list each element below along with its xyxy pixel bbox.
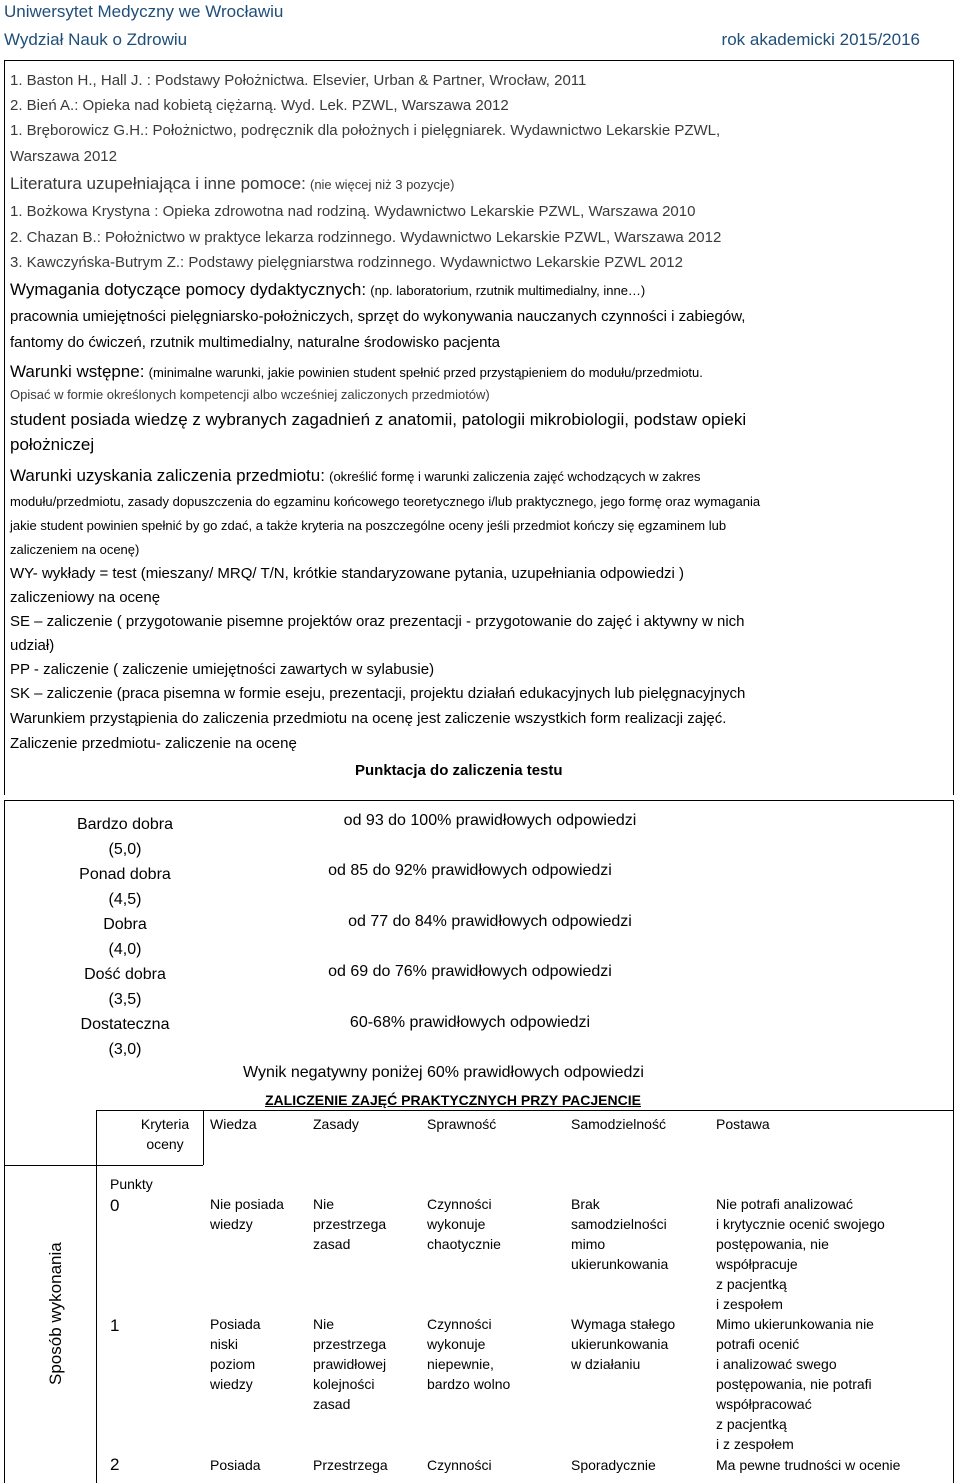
row-points: 1 <box>110 1316 120 1335</box>
grade-name: Dostateczna <box>80 1016 170 1033</box>
teaching-aids-note: (np. laboratorium, rzutnik multimedialny, inne…) <box>370 283 646 298</box>
criteria-label: Kryteria oceny <box>140 1116 190 1152</box>
row-cell-zasady: Nie przestrzega prawidłowej kolejności zasad <box>313 1316 387 1412</box>
row-cell-postawa: Mimo ukierunkowania nie potrafi ocenić i analizować swego postępowania, nie potrafi współpracować z pacjentką i z zespołem <box>716 1316 874 1452</box>
row-cell-wiedza: Posiada niski poziom wiedzy <box>210 1316 261 1392</box>
row-cell-sprawnosc: Czynności wykonuje niepewnie, bardzo wolno <box>427 1316 511 1392</box>
row-cell-sprawnosc: Czynności wykonuje chaotycznie <box>427 1196 501 1252</box>
criteria-divider <box>203 1110 204 1165</box>
grade-value: (4,0) <box>108 941 142 958</box>
column-header-zasady: Zasady <box>313 1116 359 1132</box>
grade-range: od 85 do 92% prawidłowych odpowiedzi <box>328 862 612 879</box>
prerequisites-line: student posiada wiedzę z wybranych zagadnień z anatomii, patologii mikrobiologii, podstaw opieki <box>10 410 747 429</box>
prerequisites-line: położniczej <box>10 435 95 454</box>
practical-title: ZALICZENIE ZAJĘĆ PRAKTYCZNYCH PRZY PACJENCIE <box>265 1092 641 1108</box>
literature-item: Warszawa 2012 <box>10 148 117 165</box>
teaching-aids-heading-row <box>10 280 645 300</box>
prerequisites-heading: Warunki wstępne: <box>10 362 145 381</box>
row-cell-samodzielnosc: Brak samodzielności mimo ukierunkowania <box>571 1196 669 1272</box>
university-name: Uniwersytet Medyczny we Wrocławiu <box>4 2 284 21</box>
row-cell-samodzielnosc: Wymaga stałego ukierunkowania w działaniu <box>571 1316 676 1372</box>
literature-item: 1. Bręborowicz G.H.: Położnictwo, podręcznik dla położnych i pielęgniarek. Wydawnictwo Lekarskie PZWL, <box>10 122 721 139</box>
completion-note-line: modułu/przedmiotu, zasady dopuszczenia do egzaminu końcowego teoretycznego i/lub praktycznego, jego formę oraz wymagania <box>10 494 761 509</box>
grade-value: (5,0) <box>108 841 142 858</box>
completion-line: zaliczeniowy na ocenę <box>10 589 161 606</box>
supplementary-note: (nie więcej niż 3 pozycje) <box>309 177 455 192</box>
completion-line: SE – zaliczenie ( przygotowanie pisemne projektów oraz prezentacji - przygotowanie do zajęć i aktywny w nich <box>10 613 745 630</box>
row-points: 2 <box>110 1455 120 1474</box>
completion-line: udział) <box>10 637 55 654</box>
points-label: Punkty <box>110 1176 153 1192</box>
grade-name: Dość dobra <box>84 966 166 983</box>
row-points: 0 <box>110 1196 120 1215</box>
column-header-wiedza: Wiedza <box>210 1116 257 1132</box>
teaching-aids-line: fantomy do ćwiczeń, rzutnik multimedialny, naturalne środowisko pacjenta <box>10 334 500 351</box>
prerequisites-heading-row <box>10 362 703 382</box>
grade-range: od 69 do 76% prawidłowych odpowiedzi <box>328 963 612 980</box>
grade-value: (3,5) <box>108 991 142 1008</box>
grade-value: (3,0) <box>108 1041 142 1058</box>
row-cell-sprawnosc: Czynności <box>427 1457 492 1473</box>
supplementary-heading: Literatura uzupełniająca i inne pomoce: <box>10 174 306 193</box>
criteria-bottom-rule <box>96 1165 203 1166</box>
completion-note-line: zaliczeniem na ocenę) <box>10 542 140 557</box>
grade-range: od 93 do 100% prawidłowych odpowiedzi <box>343 812 637 829</box>
column-header-samodzielnosc: Samodzielność <box>571 1116 666 1132</box>
row-cell-postawa: Ma pewne trudności w ocenie <box>716 1457 901 1473</box>
row-cell-wiedza: Nie posiada wiedzy <box>210 1196 284 1232</box>
side-label-top-rule <box>4 1165 96 1166</box>
scoring-title: Punktacja do zaliczenia testu <box>355 762 563 779</box>
completion-heading: Warunki uzyskania zaliczenia przedmiotu: <box>10 466 325 485</box>
grade-name: Bardzo dobra <box>76 816 174 833</box>
completion-line: PP - zaliczenie ( zaliczenie umiejętności zawartych w sylabusie) <box>10 661 435 678</box>
row-cell-zasady: Przestrzega <box>313 1457 388 1473</box>
prerequisites-note-2: Opisać w formie określonych kompetencji albo wcześniej zaliczonych przedmiotów) <box>10 387 490 402</box>
teaching-aids-line: pracownia umiejętności pielęgniarsko-położniczych, sprzęt do wykonywania nauczanych czynności i zabiegów, <box>10 308 746 325</box>
column-header-postawa: Postawa <box>716 1116 770 1132</box>
practical-table-top-rule <box>96 1110 954 1111</box>
completion-line: SK – zaliczenie (praca pisemna w formie eseju, prezentacji, projektu działań edukacyjnych lub pielęgnacyjnych <box>10 685 746 702</box>
supplementary-item: 2. Chazan B.: Położnictwo w praktyce lekarza rodzinnego. Wydawnictwo Lekarskie PZWL, Warszawa 2012 <box>10 229 722 246</box>
prerequisites-note: (minimalne warunki, jakie powinien student spełnić przed przystąpieniem do modułu/przedmiotu. <box>148 365 703 380</box>
academic-year: rok akademicki 2015/2016 <box>721 30 920 49</box>
literature-item: 2. Bień A.: Opieka nad kobietą ciężarną. Wyd. Lek. PZWL, Warszawa 2012 <box>10 97 509 114</box>
completion-line: Warunkiem przystąpienia do zaliczenia przedmiotu na ocenę jest zaliczenie wszystkich form realizacji zajęć. <box>10 710 727 727</box>
completion-line: Zaliczenie przedmiotu- zaliczenie na ocenę <box>10 735 297 752</box>
supplementary-heading-row <box>10 174 455 194</box>
row-cell-samodzielnosc: Sporadycznie <box>571 1457 656 1473</box>
completion-note-line: jakie student powinien spełnić by go zdać, a także kryteria na poszczególne oceny jeśli przedmiot kończy się egzaminem lub <box>10 518 727 533</box>
supplementary-item: 1. Bożkowa Krystyna : Opieka zdrowotna nad rodziną. Wydawnictwo Lekarskie PZWL, Warszawa 2010 <box>10 203 696 220</box>
faculty-name: Wydział Nauk o Zdrowiu <box>4 30 188 49</box>
grade-range: 60-68% prawidłowych odpowiedzi <box>349 1014 591 1031</box>
grade-name: Ponad dobra <box>79 866 171 883</box>
teaching-aids-heading: Wymagania dotyczące pomocy dydaktycznych: <box>10 280 367 299</box>
completion-heading-row <box>10 466 700 486</box>
column-header-sprawnosc: Sprawność <box>427 1116 497 1132</box>
completion-note: (określić formę i warunki zaliczenia zajęć wchodzących w zakres <box>329 469 701 484</box>
completion-line: WY- wykłady = test (mieszany/ MRQ/ T/N, krótkie standaryzowane pytania, uzupełniania odpowiedzi ) <box>10 565 685 582</box>
grade-name: Dobra <box>103 916 147 933</box>
row-cell-zasady: Nie przestrzega zasad <box>313 1196 387 1252</box>
grade-entry <box>40 812 210 1062</box>
negative-result: Wynik negatywny poniżej 60% prawidłowych odpowiedzi <box>243 1064 644 1081</box>
literature-item: 1. Baston H., Hall J. : Podstawy Położnictwa. Elsevier, Urban & Partner, Wrocław, 2011 <box>10 72 587 89</box>
row-cell-wiedza: Posiada <box>210 1457 261 1473</box>
supplementary-item: 3. Kawczyńska-Butrym Z.: Podstawy pielęgniarstwa rodzinnego. Wydawnictwo Lekarskie PZWL 2012 <box>10 254 683 271</box>
side-label: Sposób wykonania <box>46 1242 65 1385</box>
grade-range: od 77 do 84% prawidłowych odpowiedzi <box>348 913 632 930</box>
grade-value: (4,5) <box>108 891 142 908</box>
row-cell-postawa: Nie potrafi analizować i krytycznie ocenić swojego postępowania, nie współpracuje z pacjentką i zespołem <box>716 1196 885 1312</box>
